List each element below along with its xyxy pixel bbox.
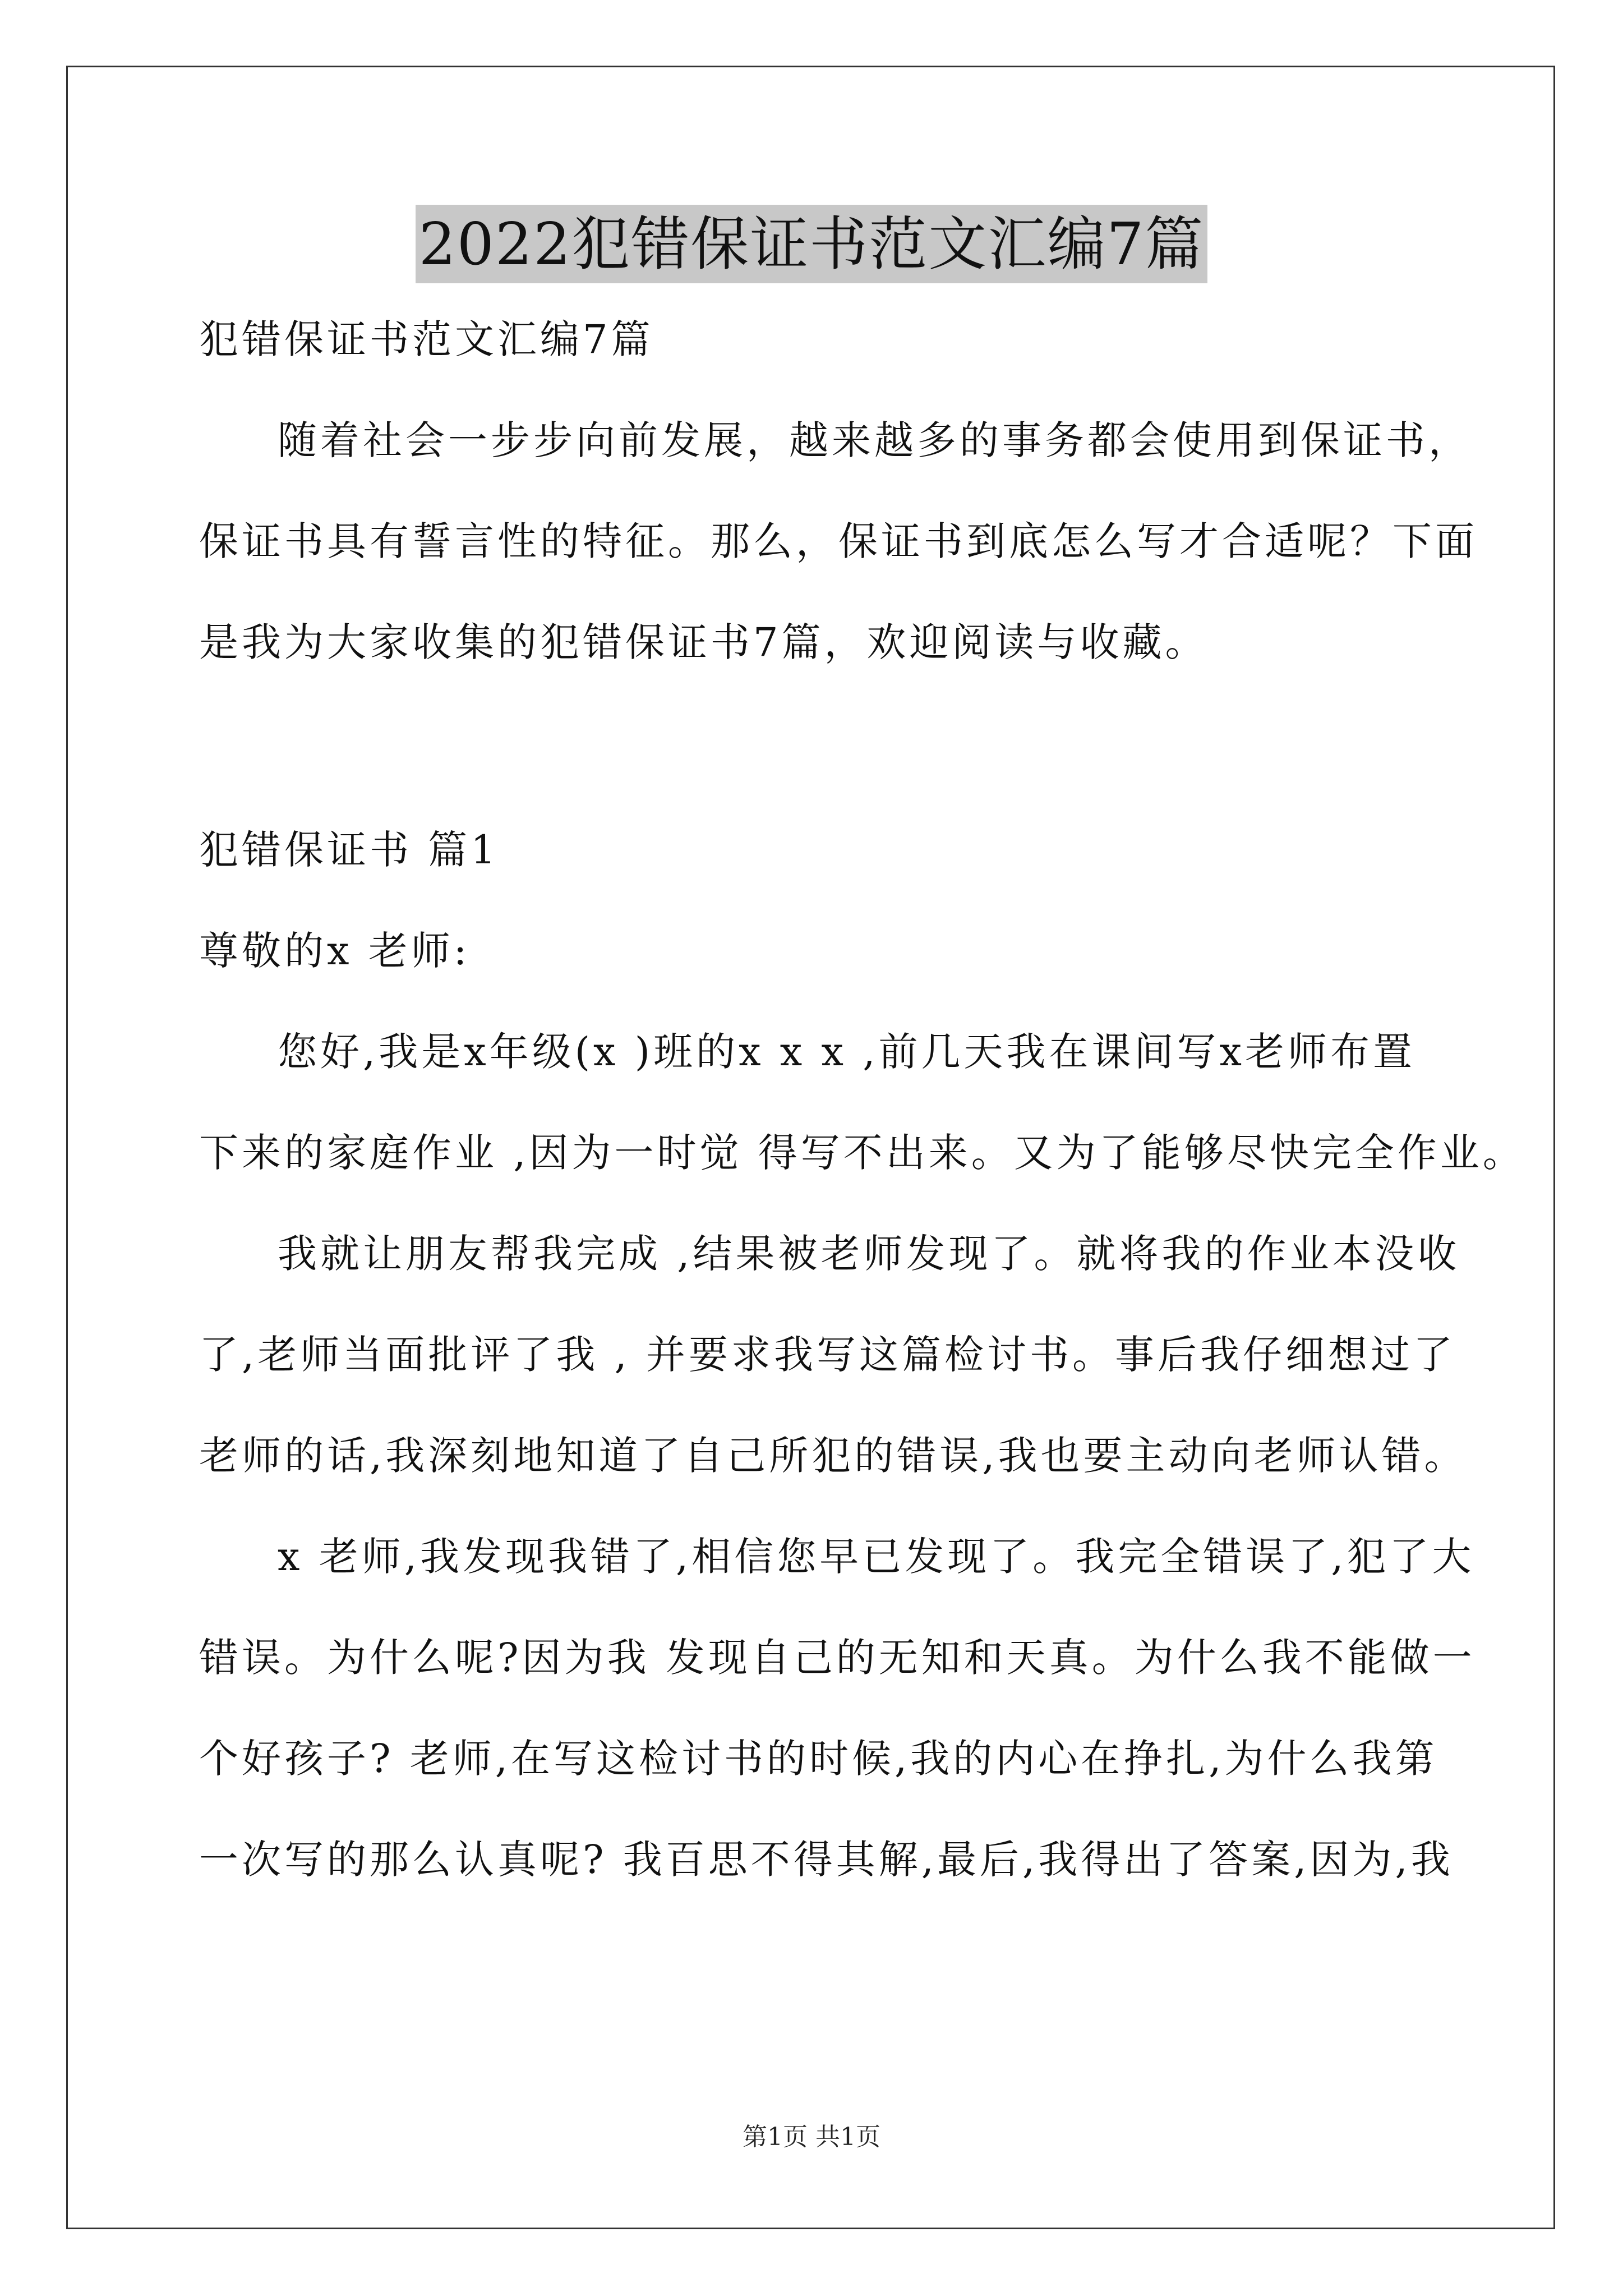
- body-line: x 老师,我发现我错了,相信您早已发现了。我完全错误了,犯了大: [278, 1534, 1475, 1580]
- body-line: 个好孩子? 老师,在写这检讨书的时候,我的内心在挣扎,为什么我第: [199, 1736, 1438, 1782]
- body-line: 一次写的那么认真呢? 我百思不得其解,最后,我得出了答案,因为,我: [199, 1837, 1454, 1883]
- document-title: 2022犯错保证书范文汇编7篇: [416, 205, 1208, 283]
- body-line: 您好,我是x年级(x )班的x x x ,前几天我在课间写x老师布置: [278, 1029, 1415, 1075]
- body-line: 老师的话,我深刻地知道了自己所犯的错误,我也要主动向老师认错。: [199, 1433, 1467, 1479]
- body-line: 了,老师当面批评了我 , 并要求我写这篇检讨书。事后我仔细想过了: [199, 1332, 1456, 1378]
- intro-line: 保证书具有誓言性的特征。那么，保证书到底怎么写才合适呢？下面: [199, 518, 1478, 564]
- body-line: 我就让朋友帮我完成 ,结果被老师发现了。就将我的作业本没收: [278, 1231, 1460, 1277]
- document-subtitle: 犯错保证书范文汇编7篇: [199, 316, 654, 362]
- intro-line: 随着社会一步步向前发展，越来越多的事务都会使用到保证书，: [278, 417, 1471, 463]
- salutation: 尊敬的x 老师:: [199, 928, 471, 974]
- body-line: 下来的家庭作业 ,因为一时觉 得写不出来。又为了能够尽快完全作业。: [199, 1130, 1525, 1176]
- title-container: [0, 205, 1623, 283]
- section-heading: 犯错保证书 篇1: [199, 827, 499, 873]
- intro-line: 是我为大家收集的犯错保证书7篇，欢迎阅读与收藏。: [199, 619, 1208, 665]
- page-footer: 第1页 共1页: [743, 2123, 880, 2151]
- body-line: 错误。为什么呢?因为我 发现自己的无知和天真。为什么我不能做一: [199, 1635, 1476, 1681]
